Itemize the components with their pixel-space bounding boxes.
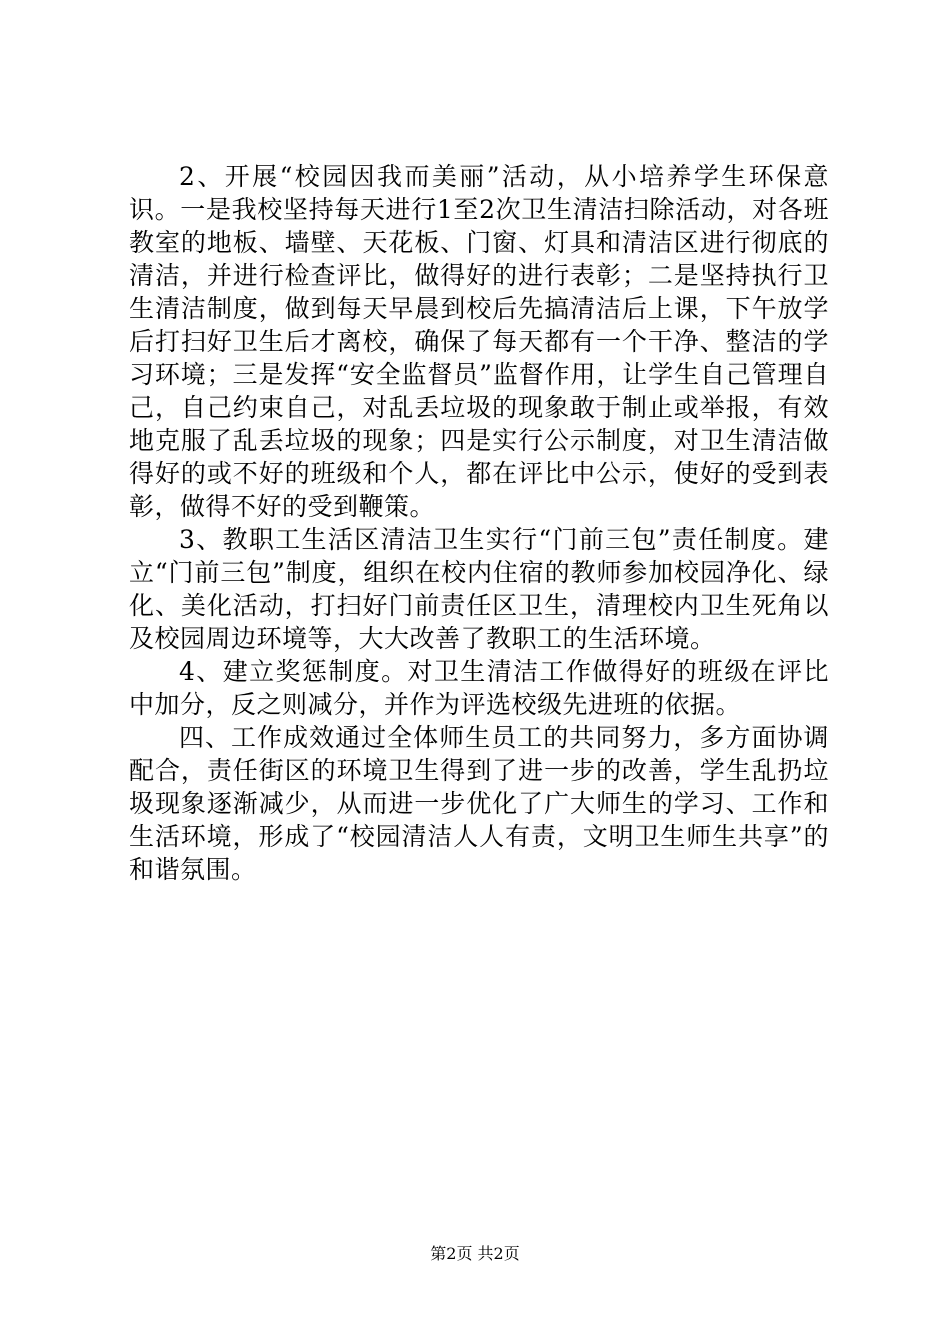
page-footer: 第2页 共2页 (430, 1244, 520, 1263)
paragraph-staff-area: 3、教职工生活区清洁卫生实行“门前三包”责任制度。建立“门前三包”制度，组织在校内住宿的教师参加校园净化、绿化、美化活动，打扫好门前责任区卫生，清理校内卫生死角以及校园周边环境等，大大改善了教职工的生活环境。 (129, 525, 829, 653)
document-body (129, 160, 829, 886)
paragraph-cleaning-activity: 2、开展“校园因我而美丽”活动，从小培养学生环保意识。一是我校坚持每天进行1至2次卫生清洁扫除活动，对各班教室的地板、墙壁、天花板、门窗、灯具和清洁区进行彻底的清洁，并进行检查评比，做得好的进行表彰；二是坚持执行卫生清洁制度，做到每天早晨到校后先搞清洁后上课，下午放学后打扫好卫生后才离校，确保了每天都有一个干净、整洁的学习环境；三是发挥“安全监督员”监督作用，让学生自己管理自己，自己约束自己，对乱丢垃圾的现象敢于制止或举报，有效地克服了乱丢垃圾的现象；四是实行公示制度，对卫生清洁做得好的或不好的班级和个人，都在评比中公示，使好的受到表彰，做得不好的受到鞭策。 (129, 162, 829, 521)
paragraph-work-results: 四、工作成效通过全体师生员工的共同努力，多方面协调配合，责任街区的环境卫生得到了进一步的改善，学生乱扔垃圾现象逐渐减少，从而进一步优化了广大师生的学习、工作和生活环境，形成了“校园清洁人人有责，文明卫生师生共享”的和谐氛围。 (129, 723, 829, 884)
paragraph-reward-system: 4、建立奖惩制度。对卫生清洁工作做得好的班级在评比中加分，反之则减分，并作为评选校级先进班的依据。 (129, 657, 829, 719)
